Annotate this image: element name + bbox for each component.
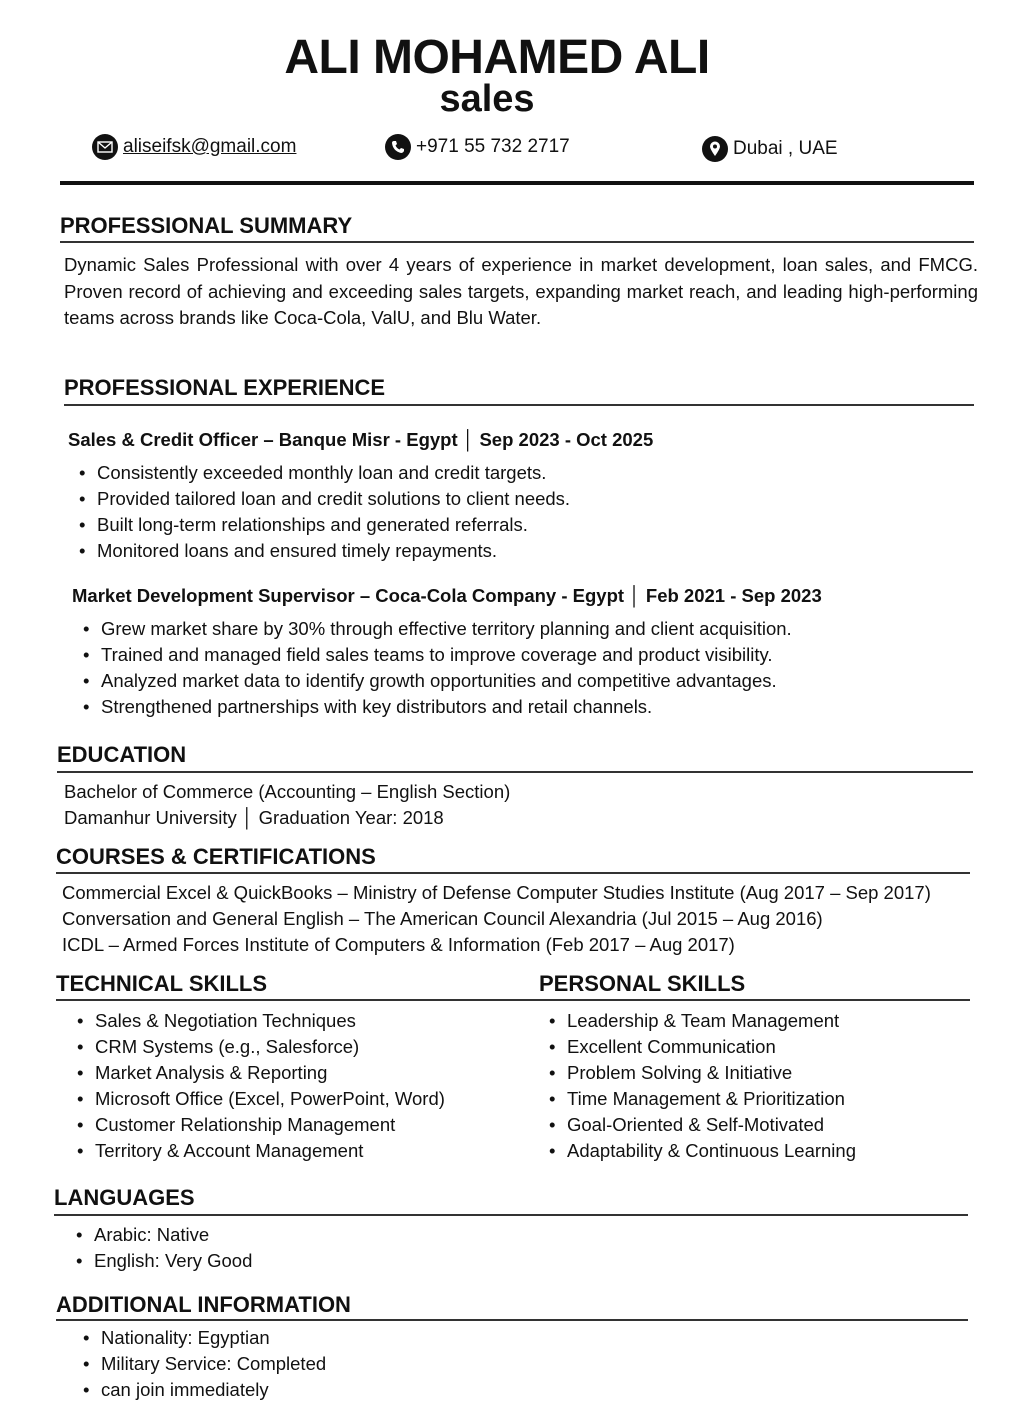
list-item: • Leadership & Team Management <box>567 1010 839 1032</box>
location-text: Dubai , UAE <box>733 138 838 159</box>
contact-location <box>702 136 838 162</box>
list-item: • Problem Solving & Initiative <box>567 1062 792 1084</box>
education-heading: EDUCATION <box>57 742 187 767</box>
technical-skills-heading: TECHNICAL SKILLS <box>56 971 268 996</box>
personal-skills-heading: PERSONAL SKILLS <box>539 971 746 996</box>
list-item: • Adaptability & Continuous Learning <box>567 1140 856 1162</box>
summary-divider <box>60 241 974 243</box>
additional-divider <box>56 1319 968 1321</box>
contact-phone <box>385 134 570 160</box>
envelope-icon <box>92 134 118 160</box>
list-item: • Analyzed market data to identify growth opportunities and competitive advantages. <box>101 670 777 692</box>
list-item: • Microsoft Office (Excel, PowerPoint, Word) <box>95 1088 445 1110</box>
candidate-name: ALI MOHAMED ALI <box>284 31 710 84</box>
languages-divider <box>54 1214 968 1216</box>
experience-heading: PROFESSIONAL EXPERIENCE <box>64 375 386 400</box>
list-item: • Nationality: Egyptian <box>101 1327 270 1349</box>
courses-divider <box>56 872 970 874</box>
education-divider <box>57 771 973 773</box>
list-item: • Arabic: Native <box>94 1224 209 1246</box>
course-line: Commercial Excel & QuickBooks – Ministry of Defense Computer Studies Institute (Aug 2017 – Sep 2017) <box>62 882 931 903</box>
list-item: • Goal-Oriented & Self-Motivated <box>567 1114 824 1136</box>
job-title: Market Development Supervisor – Coca-Cola Company - Egypt │ Feb 2021 - Sep 2023 <box>72 585 822 606</box>
list-item: • Excellent Communication <box>567 1036 776 1058</box>
contact-email <box>92 134 296 160</box>
summary-text: Dynamic Sales Professional with over 4 years of experience in market development, loan sales, and FMCG. Proven record of achieving and exceeding sales targets, expanding market reach, and leading high-performing teams across brands like Coca-Cola, ValU, and Blu Water. <box>64 254 978 328</box>
education-line: Bachelor of Commerce (Accounting – English Section) <box>64 781 511 802</box>
courses-heading: COURSES & CERTIFICATIONS <box>56 844 376 869</box>
phone-text: +971 55 732 2717 <box>416 136 570 157</box>
education-line: Damanhur University │ Graduation Year: 2018 <box>64 807 444 828</box>
list-item: • Sales & Negotiation Techniques <box>95 1010 356 1032</box>
list-item: • Provided tailored loan and credit solutions to client needs. <box>97 488 570 510</box>
location-pin-icon <box>702 136 728 162</box>
list-item: • Built long-term relationships and generated referrals. <box>97 514 528 536</box>
list-item: • Market Analysis & Reporting <box>95 1062 327 1084</box>
list-item: • Time Management & Prioritization <box>567 1088 845 1110</box>
list-item: • Territory & Account Management <box>95 1140 363 1162</box>
candidate-role: sales <box>439 78 535 120</box>
phone-icon <box>385 134 411 160</box>
skills-divider <box>56 999 970 1001</box>
job-title: Sales & Credit Officer – Banque Misr - Egypt │ Sep 2023 - Oct 2025 <box>68 429 654 450</box>
list-item: • English: Very Good <box>94 1250 252 1272</box>
list-item: • Strengthened partnerships with key distributors and retail channels. <box>101 696 652 718</box>
email-link[interactable]: aliseifsk@gmail.com <box>123 136 297 157</box>
list-item: • can join immediately <box>101 1379 269 1401</box>
languages-heading: LANGUAGES <box>54 1185 195 1210</box>
header-divider <box>60 181 974 185</box>
experience-divider <box>64 404 974 406</box>
list-item: • Military Service: Completed <box>101 1353 326 1375</box>
summary-heading: PROFESSIONAL SUMMARY <box>60 213 353 238</box>
list-item: • CRM Systems (e.g., Salesforce) <box>95 1036 359 1058</box>
list-item: • Grew market share by 30% through effective territory planning and client acquisition. <box>101 618 792 640</box>
additional-heading: ADDITIONAL INFORMATION <box>56 1292 351 1317</box>
list-item: • Customer Relationship Management <box>95 1114 395 1136</box>
list-item: • Consistently exceeded monthly loan and credit targets. <box>97 462 546 484</box>
course-line: ICDL – Armed Forces Institute of Computers & Information (Feb 2017 – Aug 2017) <box>62 934 735 955</box>
list-item: • Monitored loans and ensured timely repayments. <box>97 540 497 562</box>
course-line: Conversation and General English – The American Council Alexandria (Jul 2015 – Aug 2016) <box>62 908 823 929</box>
list-item: • Trained and managed field sales teams to improve coverage and product visibility. <box>101 644 773 666</box>
